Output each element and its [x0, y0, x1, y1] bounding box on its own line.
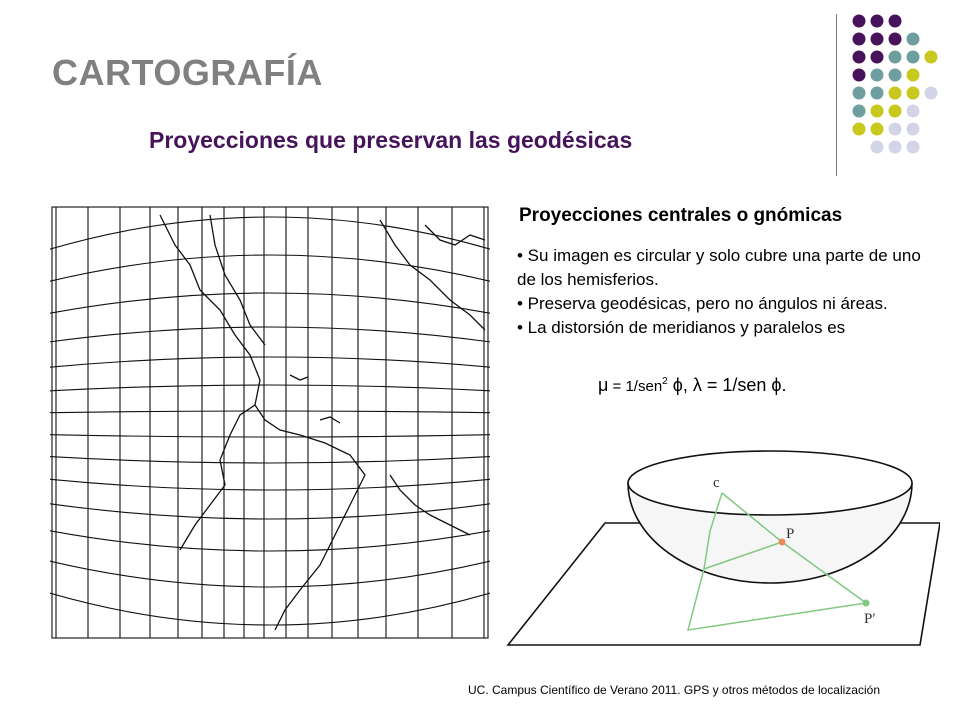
decorative-dot [889, 51, 902, 64]
map-parallel [50, 217, 490, 249]
slide-title: CARTOGRAFÍA [52, 52, 323, 93]
decorative-dot [853, 33, 866, 46]
formula-exponent: 2 [662, 376, 668, 387]
map-parallel [50, 435, 490, 437]
distortion-formula [598, 375, 787, 396]
formula-mu: μ [598, 375, 609, 395]
map-parallel [50, 385, 490, 391]
decorative-dot [889, 33, 902, 46]
decorative-dot [871, 69, 884, 82]
gnomonic-map-image [50, 205, 490, 640]
map-parallel [50, 479, 490, 490]
decorative-dot [889, 15, 902, 28]
gnomonic-projection-diagram [500, 445, 940, 655]
decorative-dot [889, 123, 902, 136]
decorative-dot [853, 15, 866, 28]
decorative-dot [907, 69, 920, 82]
formula-eq2: = 1/sen [701, 375, 772, 395]
formula-lambda: λ [692, 375, 702, 395]
formula-end: . [781, 375, 787, 395]
decorative-dot [853, 87, 866, 100]
label-p: P [786, 526, 795, 542]
decorative-dot [853, 69, 866, 82]
map-parallel [50, 593, 490, 625]
decorative-dot-grid [0, 0, 960, 200]
decorative-dot [871, 51, 884, 64]
map-parallel [50, 561, 490, 587]
decorative-dot [907, 105, 920, 118]
map-border [52, 207, 488, 638]
map-parallel [50, 411, 490, 413]
footer-text: UC. Campus Científico de Verano 2011. GPS y otros métodos de localización [468, 683, 880, 697]
map-parallel [50, 531, 490, 551]
map-graticule [50, 207, 490, 638]
map-parallel [50, 327, 490, 342]
decorative-dot [907, 141, 920, 154]
decorative-dot [871, 87, 884, 100]
map-parallel [50, 357, 490, 367]
section-heading: Proyecciones centrales o gnómicas [519, 205, 843, 226]
decorative-dot [853, 51, 866, 64]
label-center: c [713, 475, 720, 491]
map-parallel [50, 457, 490, 463]
formula-phi2: ϕ [771, 375, 782, 395]
decorative-dot [907, 87, 920, 100]
decorative-dot [907, 33, 920, 46]
point-p-marker [779, 539, 786, 546]
decorative-dot [925, 87, 938, 100]
decorative-dot [889, 69, 902, 82]
decorative-dot [853, 105, 866, 118]
map-parallel [50, 255, 490, 281]
map-coastlines [160, 215, 485, 630]
decorative-dot [889, 141, 902, 154]
map-parallel [50, 293, 490, 313]
decorative-dot [925, 51, 938, 64]
decorative-dot [871, 105, 884, 118]
decorative-dot [907, 51, 920, 64]
point-p-prime-marker [863, 600, 870, 607]
bullet-list [517, 244, 937, 340]
decorative-dot [907, 123, 920, 136]
formula-eq1: = 1/sen [608, 378, 663, 395]
decorative-dot [871, 123, 884, 136]
label-p-prime: P′ [864, 611, 876, 627]
decorative-dot [889, 87, 902, 100]
bullet-item: • Su imagen es circular y solo cubre una parte de uno de los hemisferios. [517, 246, 921, 289]
formula-phi1: ϕ [667, 375, 683, 395]
decorative-dot [871, 15, 884, 28]
bullet-item: • La distorsión de meridianos y paralelos es [517, 318, 846, 337]
decorative-dot [889, 105, 902, 118]
decorative-dot [871, 141, 884, 154]
vertical-divider [836, 14, 837, 176]
bullet-item: • Preserva geodésicas, pero no ángulos ni áreas. [517, 294, 888, 313]
hemisphere-rim [628, 451, 912, 515]
slide-subtitle: Proyecciones que preservan las geodésicas [149, 127, 633, 153]
decorative-dot [871, 33, 884, 46]
formula-comma: , [682, 375, 693, 395]
decorative-dot [853, 123, 866, 136]
